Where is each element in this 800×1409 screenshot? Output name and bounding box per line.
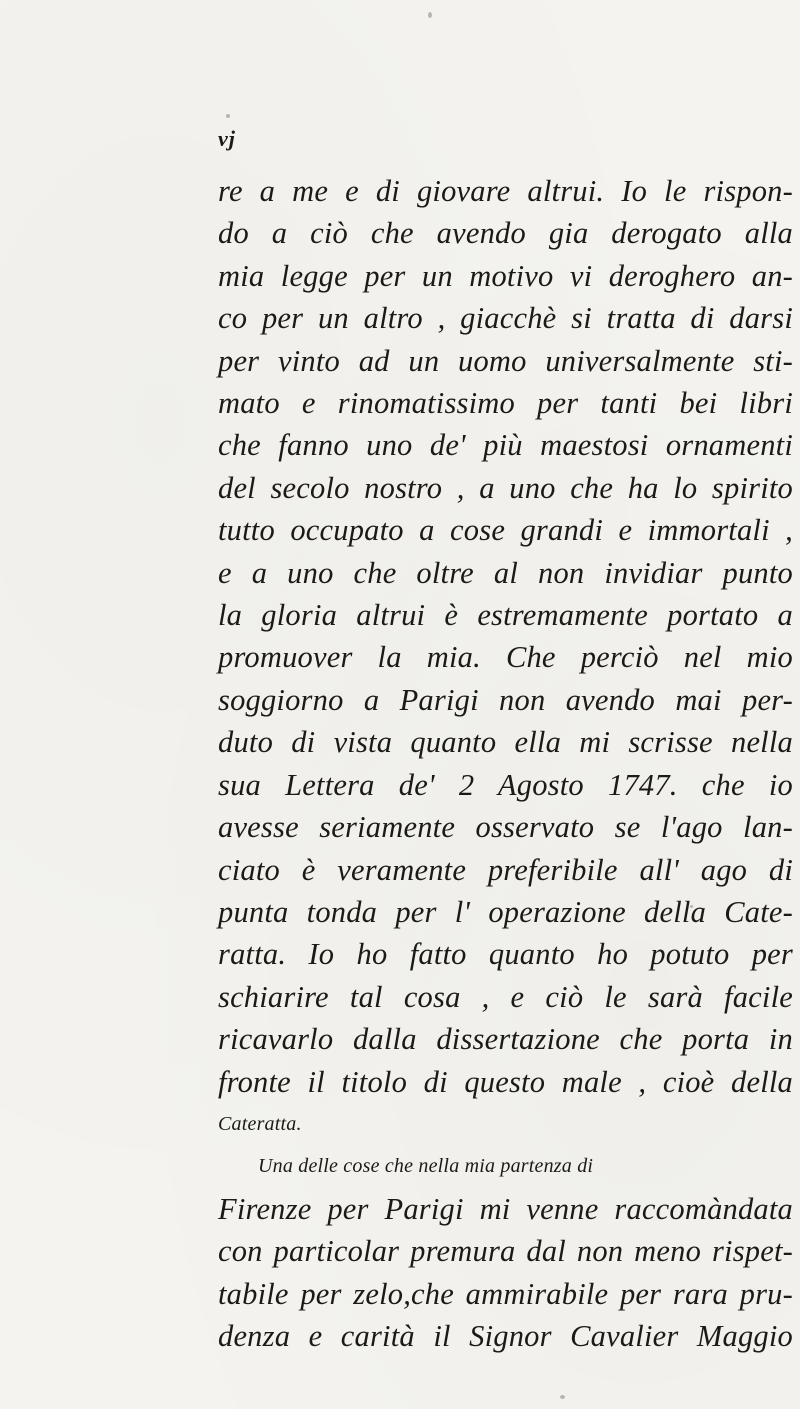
text-line: mato e rinomatissimo per tanti bei libri: [218, 386, 793, 421]
text-line: schiarire tal cosa , e ciò le sarà facile: [218, 979, 793, 1014]
page-number: vj: [218, 126, 236, 151]
text-line: promuover la mia. Che perciò nel mio: [218, 640, 793, 675]
text-line: soggiorno a Parigi non avendo mai per-: [218, 682, 793, 717]
text-line: denza e carità il Signor Cavalier Maggio: [218, 1318, 793, 1353]
text-line: fronte il titolo di questo male , cioè della: [218, 1064, 793, 1099]
text-line: co per un altro , giacchè si tratta di darsi: [218, 301, 793, 336]
text-line: avesse seriamente osservato se l'ago lan-: [218, 810, 793, 845]
text-line: e a uno che oltre al non invidiar punto: [218, 555, 793, 590]
text-line: Una delle cose che nella mia partenza di: [258, 1155, 594, 1178]
text-line: Cateratta.: [218, 1112, 302, 1135]
text-line: ratta. Io ho fatto quanto ho potuto per: [218, 937, 793, 972]
ink-speck: [428, 12, 432, 18]
text-line: re a me e di giovare altrui. Io le rispon-: [218, 174, 793, 208]
ink-speck: [560, 1395, 565, 1399]
text-line: duto di vista quanto ella mi scrisse nella: [218, 725, 793, 760]
text-line: ciato è veramente preferibile all' ago di: [218, 852, 793, 887]
body-text: [218, 170, 798, 1357]
ink-speck: [226, 114, 230, 118]
text-line: con particolar premura dal non meno rispet-: [218, 1234, 793, 1269]
text-line: punta tonda per l' operazione della Cate-: [218, 894, 793, 929]
text-line: tabile per zelo,che ammirabile per rara pru-: [218, 1276, 793, 1311]
text-line: do a ciò che avendo gia derogato alla: [218, 216, 793, 251]
text-line: per vinto ad un uomo universalmente sti-: [218, 343, 793, 378]
text-line: la gloria altrui è estremamente portato a: [218, 598, 793, 633]
text-line: sua Lettera de' 2 Agosto 1747. che io: [218, 767, 793, 802]
text-line: Firenze per Parigi mi venne raccomàndata: [218, 1191, 793, 1226]
text-line: tutto occupato a cose grandi e immortali ,: [218, 513, 793, 548]
text-line: del secolo nostro , a uno che ha lo spirito: [218, 470, 793, 505]
text-line: mia legge per un motivo vi deroghero an-: [218, 258, 793, 293]
text-line: che fanno uno de' più maestosi ornamenti: [218, 428, 793, 463]
text-line: ricavarlo dalla dissertazione che porta in: [218, 1022, 793, 1057]
